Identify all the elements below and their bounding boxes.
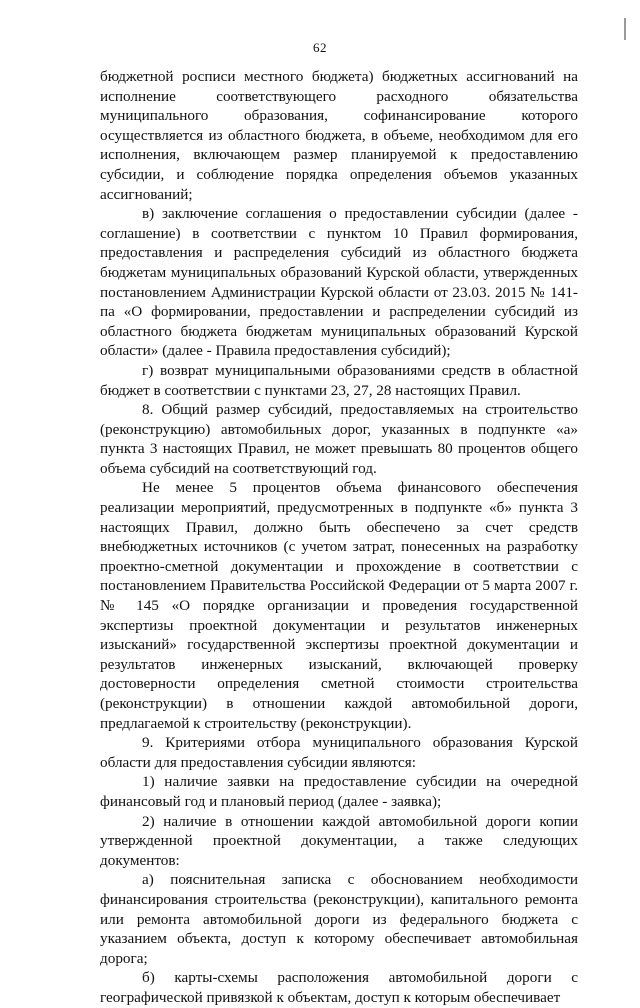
page-number: 62 [313, 40, 327, 55]
scan-edge-mark [624, 18, 626, 40]
paragraph-item-g-refund: г) возврат муниципальными образованиями средств в областной бюджет в соответствии с пунктами 23, 27, 28 настоящих Правил. [100, 361, 578, 399]
paragraph-criterion-1-application: 1) наличие заявки на предоставление субсидии на очередной финансовый год и плановый период (далее - заявка); [100, 773, 578, 810]
paragraph-budget-allocation-continuation: бюджетной росписи местного бюджета) бюджетных ассигнований на исполнение соответствующего расходного обязательства муниципального образования, софинансирование которого осуществляется из областного бюджета, в объеме, необходимом для его исполнения, включающем размер планируемой к предоставлению субсидии, и соблюдение порядка определения объемов указанных ассигнований; [100, 68, 578, 203]
paragraph-item-v-agreement: в) заключение соглашения о предоставлении субсидии (далее - соглашение) в соответствии с пунктом 10 Правил формирования, предоставления и распределения субсидий из областного бюджета бюджетам муниципальных образований Курской области, утвержденных постановлением Администрации Курской области от 23.03. 2015 № 141- па «О формировании, предоставлении и распределении субсидий из областного бюджета бюджетам муниципальных образований Курской области» (далее - Правила предоставления субсидий); [100, 205, 578, 360]
paragraph-subitem-b-map-schemes: б) карты-схемы расположения автомобильной дороги с географической привязкой к объектам, доступ к которым обеспечивает [100, 969, 578, 1006]
paragraph-8-subsidy-limit: 8. Общий размер субсидий, предоставляемых на строительство (реконструкцию) автомобильных дорог, указанных в подпункте «а» пункта 3 настоящих Правил, не может превышать 80 процентов общего объема субсидий на соответствующий год. [100, 401, 578, 477]
paragraph-subitem-a-explanatory-note: а) пояснительная записка с обоснованием необходимости финансирования строительства (реконструкции), капитального ремонта или ремонта автомобильной дороги из федерального бюджета с указанием объекта, доступ к которому обеспечивает автомобильная дорога; [100, 871, 578, 967]
paragraph-9-selection-criteria: 9. Критериями отбора муниципального образования Курской области для предоставления субсидии являются: [100, 734, 578, 771]
document-body [100, 67, 578, 1008]
paragraph-extrabudgetary-share: Не менее 5 процентов объема финансового обеспечения реализации мероприятий, предусмотренных в подпункте «б» пункта 3 настоящих Правил, должно быть обеспечено за счет средств внебюджетных источников (с учетом затрат, понесенных на разработку проектно-сметной документации и прохождение в соответствии с постановлением Правительства Российской Федерации от 5 марта 2007 г. № 145 «О порядке организации и проведения государственной экспертизы проектной документации и результатов инженерных изысканий» государственной экспертизы проектной документации и результатов инженерных изысканий, включающей проверку достоверности определения сметной стоимости строительства (реконструкции) в отношении каждой автомобильной дороги, предлагаемой к строительству (реконструкции). [100, 479, 578, 732]
paragraph-criterion-2-documentation: 2) наличие в отношении каждой автомобильной дороги копии утвержденной проектной документации, а также следующих документов: [100, 812, 578, 869]
